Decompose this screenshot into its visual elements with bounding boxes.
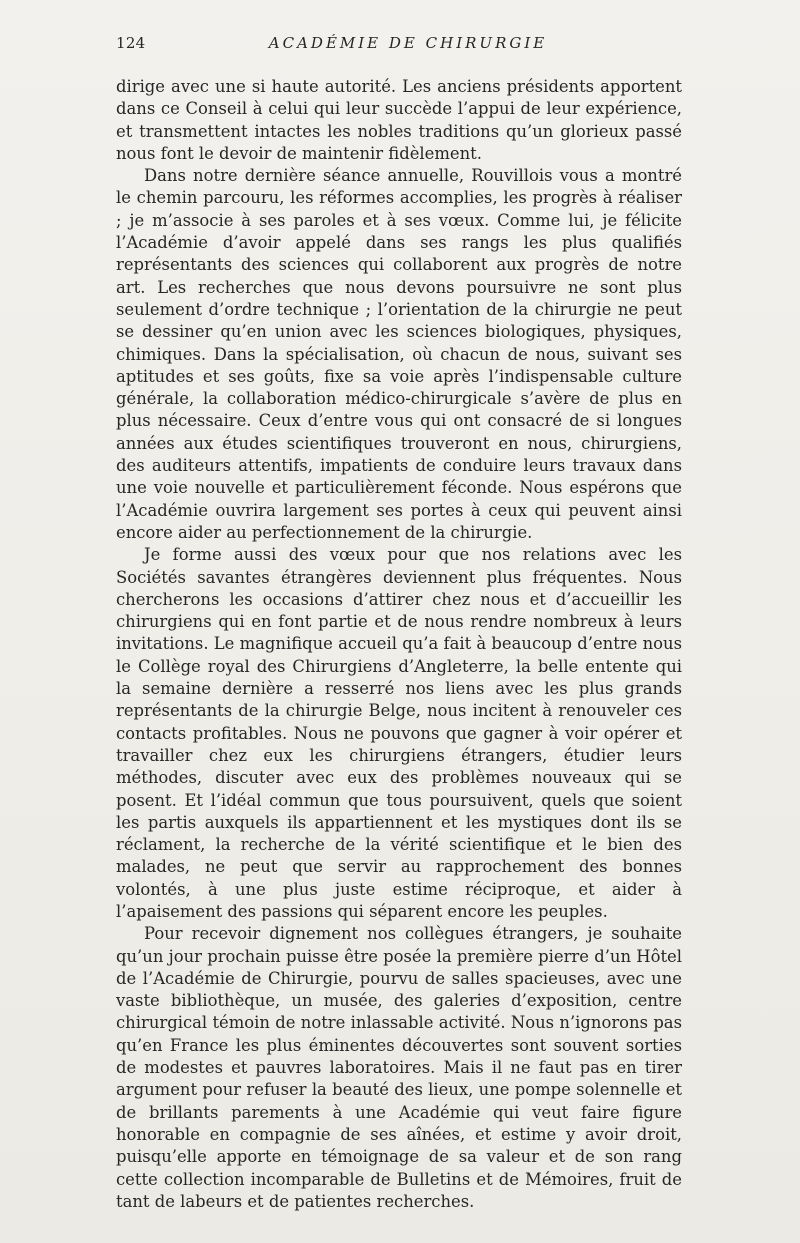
paragraph-continued: dirige avec une si haute autorité. Les anciens présidents apportent dans ce Conseil à celui qui leur succède l’appui de leur expérience, et transmettent intactes les nobles traditions qu’un glorieux passé nous font le devoir de maintenir fidèlement. bbox=[116, 77, 682, 163]
paragraph: Je forme aussi des vœux pour que nos relations avec les Sociétés savantes étrangères deviennent plus fréquentes. Nous chercherons les occasions d’attirer chez nous et d’accueillir les chirurgiens qui en font partie et de nous rendre nombreux à leurs invitations. Le magnifique accueil qu’a fait à beaucoup d’entre nous le Collège royal des Chirurgiens d’Angleterre, la belle entente qui la semaine dernière a resserré nos liens avec les plus grands représentants de la chirurgie Belge, nous incitent à renouveler ces contacts profitables. Nous ne pouvons que gagner à voir opérer et travailler chez eux les chirurgiens étrangers, étudier leurs méthodes, discuter avec eux des problèmes nouveaux qui se posent. Et l’idéal commun que tous poursuivent, quels que soient les partis auxquels ils appartiennent et les mystiques dont ils se réclament, la recherche de la vérité scientifique et le bien des malades, ne peut que servir au rapprochement des bonnes volontés, à une plus juste estime réciproque, et aider à l’apaisement des passions qui séparent encore les peuples. bbox=[116, 545, 682, 921]
body-text bbox=[116, 76, 682, 1213]
page-number: 124 bbox=[116, 34, 146, 52]
page-header bbox=[116, 34, 682, 58]
paragraph: Pour recevoir dignement nos collègues étrangers, je souhaite qu’un jour prochain puisse être posée la première pierre d’un Hôtel de l’Académie de Chirurgie, pourvu de salles spacieuses, avec une vaste bibliothèque, un musée, des galeries d’exposition, centre chirurgical témoin de notre inlassable activité. Nous n’ignorons pas qu’en France les plus éminentes découvertes sont souvent sorties de modestes et pauvres laboratoires. Mais il ne faut pas en tirer argument pour refuser la beauté des lieux, une pompe solennelle et de brillants parements à une Académie qui veut faire figure honorable en compagnie de ses aînées, et estime y avoir droit, puisqu’elle apporte en témoignage de sa valeur et de son rang cette collection incomparable de Bulletins et de Mémoires, fruit de tant de labeurs et de patientes recherches. bbox=[116, 924, 682, 1211]
paragraph: Dans notre dernière séance annuelle, Rouvillois vous a montré le chemin parcouru, les réformes accomplies, les progrès à réaliser ; je m’associe à ses paroles et à ses vœux. Comme lui, je félicite l’Académie d’avoir appelé dans ses rangs les plus qualifiés représentants des sciences qui collaborent aux progrès de notre art. Les recherches que nous devons poursuivre ne sont plus seulement d’ordre technique ; l’orientation de la chirurgie ne peut se dessiner qu’en union avec les sciences biologiques, physiques, chimiques. Dans la spécialisation, où chacun de nous, suivant ses aptitudes et ses goûts, fixe sa voie après l’indispensable culture générale, la collaboration médico-chirurgicale s’avère de plus en plus nécessaire. Ceux d’entre vous qui ont consacré de si longues années aux études scientifiques trouveront en nous, chirurgiens, des auditeurs attentifs, impatients de conduire leurs travaux dans une voie nouvelle et particulièrement féconde. Nous espérons que l’Académie ouvrira largement ses portes à ceux qui peuvent ainsi encore aider au perfectionnement de la chirurgie. bbox=[116, 166, 682, 542]
running-title: ACADÉMIE DE CHIRURGIE bbox=[268, 34, 548, 52]
